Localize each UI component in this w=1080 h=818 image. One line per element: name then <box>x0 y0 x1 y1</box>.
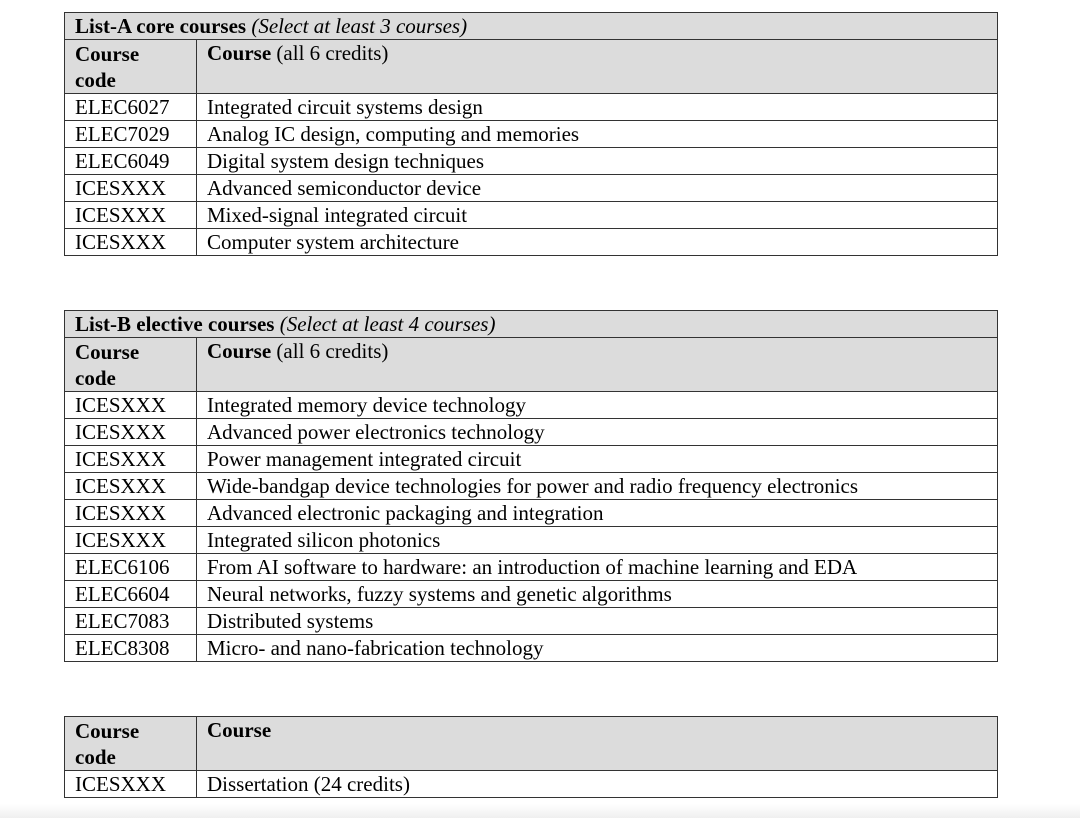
header-course-note: (all 6 credits) <box>276 339 389 363</box>
course-name: Neural networks, fuzzy systems and genetic algorithms <box>197 581 998 608</box>
header-course-label: Course <box>207 41 272 65</box>
header-course-label: Course <box>207 718 272 742</box>
table-row <box>65 581 998 608</box>
course-code: ICESXXX <box>65 392 197 419</box>
table-row <box>65 94 998 121</box>
list-b-table <box>64 310 998 662</box>
course-name: Computer system architecture <box>197 229 998 256</box>
table-row <box>65 527 998 554</box>
table-row <box>65 635 998 662</box>
list-a-title-bold: List-A core courses <box>75 14 247 38</box>
course-name: Distributed systems <box>197 608 998 635</box>
header-course-label: Course <box>207 339 272 363</box>
course-code: ICESXXX <box>65 419 197 446</box>
dissertation-header-code <box>65 717 197 771</box>
dissertation-table <box>64 716 998 798</box>
list-b-title-bold: List-B elective courses <box>75 312 275 336</box>
list-b-title-note: (Select at least 4 courses) <box>279 312 496 336</box>
table-row <box>65 771 998 798</box>
course-code: ELEC8308 <box>65 635 197 662</box>
course-name: Integrated memory device technology <box>197 392 998 419</box>
course-code: ICESXXX <box>65 473 197 500</box>
course-code: ICESXXX <box>65 175 197 202</box>
dissertation-header-row <box>65 717 998 771</box>
course-code: ICESXXX <box>65 446 197 473</box>
list-a-table <box>64 12 998 256</box>
table-row <box>65 608 998 635</box>
table-row <box>65 121 998 148</box>
course-code: ICESXXX <box>65 527 197 554</box>
table-row <box>65 202 998 229</box>
course-name: Advanced power electronics technology <box>197 419 998 446</box>
header-code-line2: code <box>75 366 116 390</box>
list-b-header-course <box>197 338 998 392</box>
course-code: ELEC7029 <box>65 121 197 148</box>
course-name: Power management integrated circuit <box>197 446 998 473</box>
course-code: ELEC7083 <box>65 608 197 635</box>
course-code: ELEC6049 <box>65 148 197 175</box>
table-row <box>65 500 998 527</box>
list-a-title-note: (Select at least 3 courses) <box>251 14 468 38</box>
table-row <box>65 175 998 202</box>
list-a-header-row <box>65 40 998 94</box>
table-row <box>65 392 998 419</box>
course-name: Advanced semiconductor device <box>197 175 998 202</box>
list-b-title <box>65 311 998 338</box>
course-name: Analog IC design, computing and memories <box>197 121 998 148</box>
course-code: ICESXXX <box>65 771 197 798</box>
list-a-title-row <box>65 13 998 40</box>
header-code-line1: Course <box>75 340 140 364</box>
course-code: ELEC6604 <box>65 581 197 608</box>
table-row <box>65 229 998 256</box>
course-name: Micro- and nano-fabrication technology <box>197 635 998 662</box>
course-name: Dissertation (24 credits) <box>197 771 998 798</box>
list-a-title <box>65 13 998 40</box>
list-a-header-course <box>197 40 998 94</box>
header-course-note: (all 6 credits) <box>276 41 389 65</box>
list-a-header-code <box>65 40 197 94</box>
course-name: From AI software to hardware: an introduction of machine learning and EDA <box>197 554 998 581</box>
list-b-header-code <box>65 338 197 392</box>
course-name: Integrated circuit systems design <box>197 94 998 121</box>
course-name: Integrated silicon photonics <box>197 527 998 554</box>
course-code: ELEC6106 <box>65 554 197 581</box>
list-b-title-row <box>65 311 998 338</box>
course-name: Digital system design techniques <box>197 148 998 175</box>
header-code-line2: code <box>75 68 116 92</box>
table-row <box>65 446 998 473</box>
page-bottom-edge <box>0 804 1080 818</box>
table-row <box>65 148 998 175</box>
course-name: Wide-bandgap device technologies for power and radio frequency electronics <box>197 473 998 500</box>
table-row <box>65 473 998 500</box>
table-row <box>65 419 998 446</box>
header-code-line2: code <box>75 745 116 769</box>
course-name: Mixed-signal integrated circuit <box>197 202 998 229</box>
course-code: ELEC6027 <box>65 94 197 121</box>
list-b-header-row <box>65 338 998 392</box>
header-code-line1: Course <box>75 719 140 743</box>
course-code: ICESXXX <box>65 202 197 229</box>
header-code-line1: Course <box>75 42 140 66</box>
dissertation-header-course <box>197 717 998 771</box>
course-code: ICESXXX <box>65 500 197 527</box>
table-row <box>65 554 998 581</box>
course-name: Advanced electronic packaging and integration <box>197 500 998 527</box>
course-code: ICESXXX <box>65 229 197 256</box>
